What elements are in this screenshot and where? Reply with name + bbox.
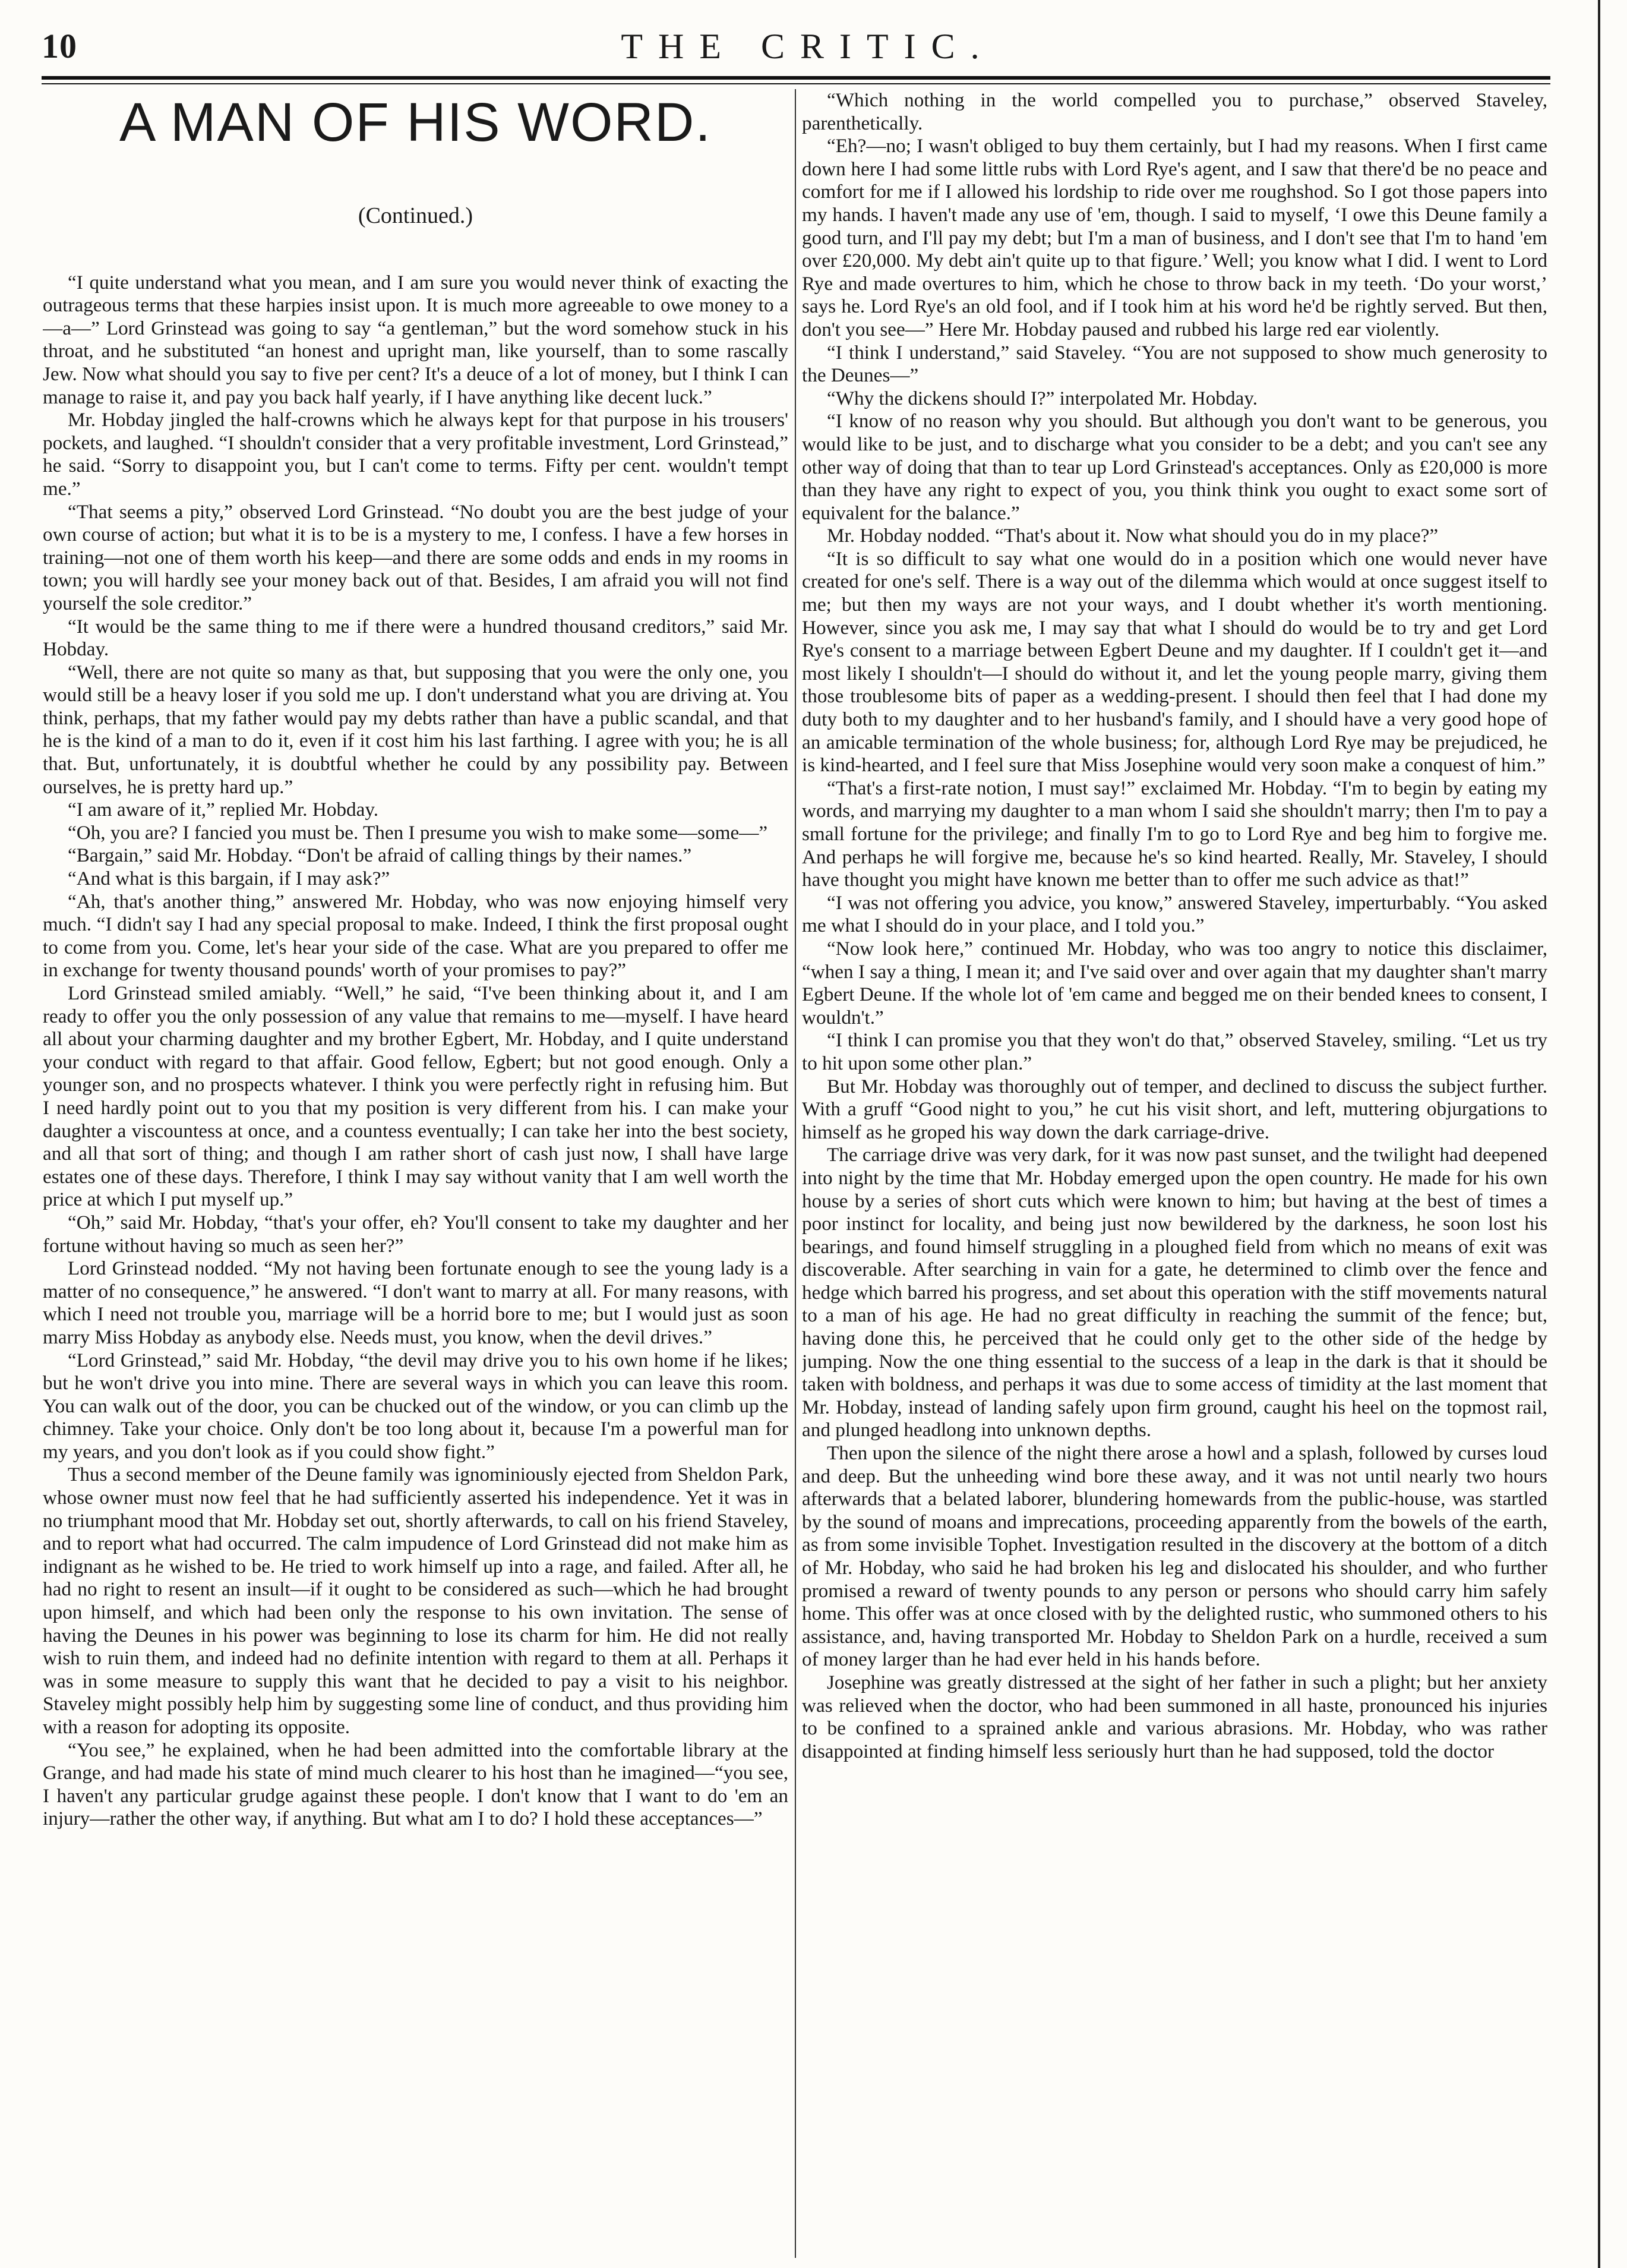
paragraph: Lord Grinstead nodded. “My not having been fortunate enough to see the young lady is a matter of no consequence,” he answered. “I don't want to marry at all. For many reasons, with which I need not trouble you, marriage will be a horrid bore to me; but I would just as soon marry Miss Hobday as anybody else. Needs must, you know, when the devil drives.” <box>43 1257 788 1348</box>
paragraph: “That seems a pity,” observed Lord Grinstead. “No doubt you are the best judge of your own course of action; but what it is to be is a mystery to me, I confess. I have a few horses in training—not one of them worth his keep—and there are some odds and ends in my rooms in town; you will hardly see your money back out of that. Besides, I am afraid you will not find yourself the sole creditor.” <box>43 500 788 614</box>
paragraph: “Oh,” said Mr. Hobday, “that's your offer, eh? You'll consent to take my daughter and her fortune without having so much as seen her?” <box>43 1211 788 1257</box>
article-title: A MAN OF HIS WORD. <box>119 92 712 153</box>
paragraph: “Oh, you are? I fancied you must be. Then I presume you wish to make some—some—” <box>68 821 768 844</box>
continued-note: (Continued.) <box>358 203 473 228</box>
paragraph: “It would be the same thing to me if there were a hundred thousand creditors,” said Mr. Hobday. <box>43 615 788 661</box>
paragraph: The carriage drive was very dark, for it was now past sunset, and the twilight had deepened into night by the time that Mr. Hobday emerged upon the open country. He made for his own house by a series of short cuts which were known to him; but having at the best of times a poor instinct for locality, and being just now bewildered by the darkness, he soon lost his bearings, and found himself struggling in a ploughed field from which no means of exit was discoverable. After searching in vain for a gate, he determined to climb over the fence and hedge which barred his progress, and set about this operation with the stiff movements natural to a man of his age. He had no great difficulty in reaching the summit of the fence; but, having done this, he perceived that he could only get to the other side of the hedge by jumping. Now the one thing essential to the success of a leap in the dark is that it should be taken with boldness, and perhaps it was due to some access of timidity at the last moment that Mr. Hobday, instead of landing safely upon firm ground, caught his heel on the topmost rail, and plunged headlong into unknown depths. <box>802 1144 1547 1441</box>
paragraph: “It is so difficult to say what one would do in a position which one would never have created for one's self. There is a way out of the dilemma which would at once suggest itself to me; but then my ways are not your ways, and I doubt whether it's worth mentioning. However, since you ask me, I may say that what I should do would be to try and get Lord Rye's consent to a marriage between Egbert Deune and my daughter. If I couldn't get it—and most likely I shouldn't—I should do without it, and let the young people marry, giving them those troublesome bits of paper as a wedding-present. I should then feel that I had done my duty both to my daughter and to her husband's family, and I should have a very good hope of an amicable termination of the whole business; for, although Lord Rye may be prejudiced, he is kind-hearted, and I feel sure that Miss Josephine would very soon make a conquest of him.” <box>802 547 1547 777</box>
paragraph: “That's a first-rate notion, I must say!” exclaimed Mr. Hobday. “I'm to begin by eating my words, and marrying my daughter to a man whom I said she shouldn't marry; then I'm to pay a small fortune for the privilege; and finally I'm to go to Lord Rye and beg him to forgive me. And perhaps he will forgive me, because he's so kind hearted. Really, Mr. Staveley, I should have thought you might have known me better than to offer me such advice as that!” <box>802 777 1547 891</box>
paragraph: “Which nothing in the world compelled you to purchase,” observed Staveley, parenthetically. <box>802 89 1547 134</box>
paragraph: Josephine was greatly distressed at the sight of her father in such a plight; but her anxiety was relieved when the doctor, who had been summoned in all haste, pronounced his injuries to be confined to a sprained ankle and various abrasions. Mr. Hobday, who was rather disappointed at finding himself less seriously hurt than he had supposed, told the doctor <box>802 1671 1547 1762</box>
left-column-text <box>43 272 788 1831</box>
paragraph: “Bargain,” said Mr. Hobday. “Don't be afraid of calling things by their names.” <box>68 844 692 867</box>
paragraph: But Mr. Hobday was thoroughly out of temper, and declined to discuss the subject further. With a gruff “Good night to you,” he cut his visit short, and left, muttering objurgations to himself as he groped his way down the dark carriage-drive. <box>802 1075 1547 1143</box>
paragraph: “Well, there are not quite so many as that, but supposing that you were the only one, you would still be a heavy loser if you sold me up. I don't understand what you are driving at. You think, perhaps, that my father would pay my debts rather than have a public scandal, and that he is the kind of a man to do it, even if it cost him his last farthing. I agree with you; he is all that. But, unfortunately, it is doubtful whether he could by any possibility pay. Between ourselves, he is pretty hard up.” <box>43 661 788 798</box>
paragraph: “Now look here,” continued Mr. Hobday, who was too angry to notice this disclaimer, “when I say a thing, I mean it; and I've said over and over again that my daughter shan't marry Egbert Deune. If the whole lot of 'em came and begged me on their bended knees to consent, I wouldn't.” <box>802 937 1547 1029</box>
paragraph: “I think I can promise you that they won't do that,” observed Staveley, smiling. “Let us try to hit upon some other plan.” <box>802 1029 1547 1074</box>
paragraph: “And what is this bargain, if I may ask?” <box>68 868 390 890</box>
header-rule <box>42 76 1550 80</box>
paragraph: Mr. Hobday jingled the half-crowns which he always kept for that purpose in his trousers' pockets, and laughed. “I shouldn't consider that a very profitable investment, Lord Grinstead,” he said. “Sorry to disappoint you, but I can't come to terms. Fifty per cent. wouldn't tempt me.” <box>43 409 788 500</box>
right-column-text <box>802 89 1547 1763</box>
paragraph: “Why the dickens should I?” interpolated Mr. Hobday. <box>827 387 1258 409</box>
paragraph: Mr. Hobday nodded. “That's about it. Now what should you do in my place?” <box>827 525 1439 547</box>
paragraph: “I am aware of it,” replied Mr. Hobday. <box>68 799 379 821</box>
paragraph: “I know of no reason why you should. But although you don't want to be generous, you would like to be just, and to discharge what you consider to be a debt; and you can't see any other way of doing that than to tear up Lord Grinstead's acceptances. Only as £20,000 is more than they have any right to expect of you, you think think you ought to exact some sort of equivalent for the balance.” <box>802 410 1547 524</box>
paragraph: “I quite understand what you mean, and I am sure you would never think of exacting the outrageous terms that these harpies insist upon. It is much more agreeable to owe money to a —a—” Lord Grinstead was going to say “a gentleman,” but the word somehow stuck in his throat, and he substituted “an honest and upright man, like yourself, than to some rascally Jew. Now what should you say to five per cent? It's a deuce of a lot of money, but I think I can manage to raise it, and pay you back half yearly, if I have anything like decent luck.” <box>43 271 788 408</box>
masthead <box>42 24 1574 77</box>
paragraph: “You see,” he explained, when he had been admitted into the comfortable library at the Grange, and had made his state of mind much clearer to his host than he imagined—“you see, I haven't any particular grudge against these people. I don't know that I want to do 'em an injury—rather the other way, if anything. But what am I to do? I hold these acceptances—” <box>43 1739 788 1830</box>
paragraph: Then upon the silence of the night there arose a howl and a splash, followed by curses loud and deep. But the unheeding wind bore these away, and it was not until nearly two hours afterwards that a belated laborer, blundering homewards from the public-house, was startled by the sound of moans and imprecations, proceeding apparently from the bowels of the earth, as from some invisible Tophet. Investigation resulted in the discovery at the bottom of a ditch of Mr. Hobday, who said he had broken his leg and dislocated his shoulder, and who further promised a reward of twenty pounds to any person or persons who should carry him safely home. This offer was at once closed with by the delighted rustic, who summoned others to his assistance, and, having transported Mr. Hobday to Sheldon Park on a hurdle, received a sum of money larger than he had ever held in his hands before. <box>802 1442 1547 1671</box>
journal-title: THE CRITIC. <box>621 27 995 66</box>
paragraph: “Ah, that's another thing,” answered Mr. Hobday, who was now enjoying himself very much. “I didn't say I had any special proposal to make. Indeed, I think the first proposal ought to come from you. Come, let's hear your side of the case. What are you prepared to offer me in exchange for twenty thousand pounds' worth of your promises to pay?” <box>43 890 788 982</box>
left-column <box>43 89 788 2258</box>
column-divider <box>795 89 796 2258</box>
paragraph: “I think I understand,” said Staveley. “You are not supposed to show much generosity to the Deunes—” <box>802 341 1547 387</box>
paragraph: “Eh?—no; I wasn't obliged to buy them certainly, but I had my reasons. When I first came down here I had some little rubs with Lord Rye's agent, and I saw that there'd be no peace and comfort for me if I allowed his lordship to ride over me roughshod. So I got those papers into my hands. I haven't made any use of 'em, though. I said to myself, ‘I owe this Deune family a good turn, and I'll pay my debt; but I'm a man of business, and I don't see that I'm to hand 'em over £20,000. My debt ain't quite up to that figure.’ Well; you know what I did. I went to Lord Rye and made overtures to him, which he chose to throw back in my teeth. ‘Do your worst,’ says he. Lord Rye's an old fool, and if I took him at his word he'd be rightly served. But then, don't you see—” Here Mr. Hobday paused and rubbed his large red ear violently. <box>802 135 1547 340</box>
paragraph: Thus a second member of the Deune family was ignominiously ejected from Sheldon Park, whose owner must now feel that he had sufficiently asserted his independence. Yet it was in no triumphant mood that Mr. Hobday set out, shortly afterwards, to call on his friend Staveley, and to report what had occurred. The calm impudence of Lord Grinstead did not make him as indignant as he wished to be. He tried to work himself up into a rage, and failed. After all, he had no right to resent an insult—if it ought to be considered as such—which he had brought upon himself, and which had been only the response to his own invitation. The sense of having the Deunes in his power was beginning to lose its charm for him. He did not really wish to ruin them, and indeed had no definite intention with regard to them at all. Perhaps it was in some measure to supply this want that he decided to pay a visit to his neighbor. Staveley might possibly help him by suggesting some line of conduct, and thus providing him with a reason for adopting its opposite. <box>43 1463 788 1738</box>
page-number: 10 <box>42 27 77 65</box>
page-edge-rule <box>1598 0 1600 2268</box>
paragraph: “I was not offering you advice, you know,” answered Staveley, imperturbably. “You asked me what I should do in your place, and I told you.” <box>802 891 1547 937</box>
right-column <box>802 89 1547 2258</box>
header-rule-thin <box>42 83 1550 84</box>
paragraph: “Lord Grinstead,” said Mr. Hobday, “the devil may drive you to his own home if he likes; but he won't drive you into mine. There are several ways in which you can leave this room. You can walk out of the door, you can be chucked out of the window, or you can climb up the chimney. Take your choice. Only don't be too long about it, because I'm a powerful man for my years, and you don't look as if you could show fight.” <box>43 1349 788 1463</box>
paragraph: Lord Grinstead smiled amiably. “Well,” he said, “I've been thinking about it, and I am ready to offer you the only possession of any value that remains to me—myself. I have heard all about your charming daughter and my brother Egbert, Mr. Hobday, and I quite understand your conduct with regard to that affair. Good fellow, Egbert; but not good enough. Only a younger son, and no prospects whatever. I think you were perfectly right in refusing him. But I need hardly point out to you that my position is very different from his. I can make your daughter a viscountess at once, and a countess eventually; I can take her into the best society, and all that sort of thing; and though I am rather short of cash just now, I shall have large estates one of these days. Therefore, I think I may say without vanity that I am well worth the price at which I put myself up.” <box>43 982 788 1211</box>
